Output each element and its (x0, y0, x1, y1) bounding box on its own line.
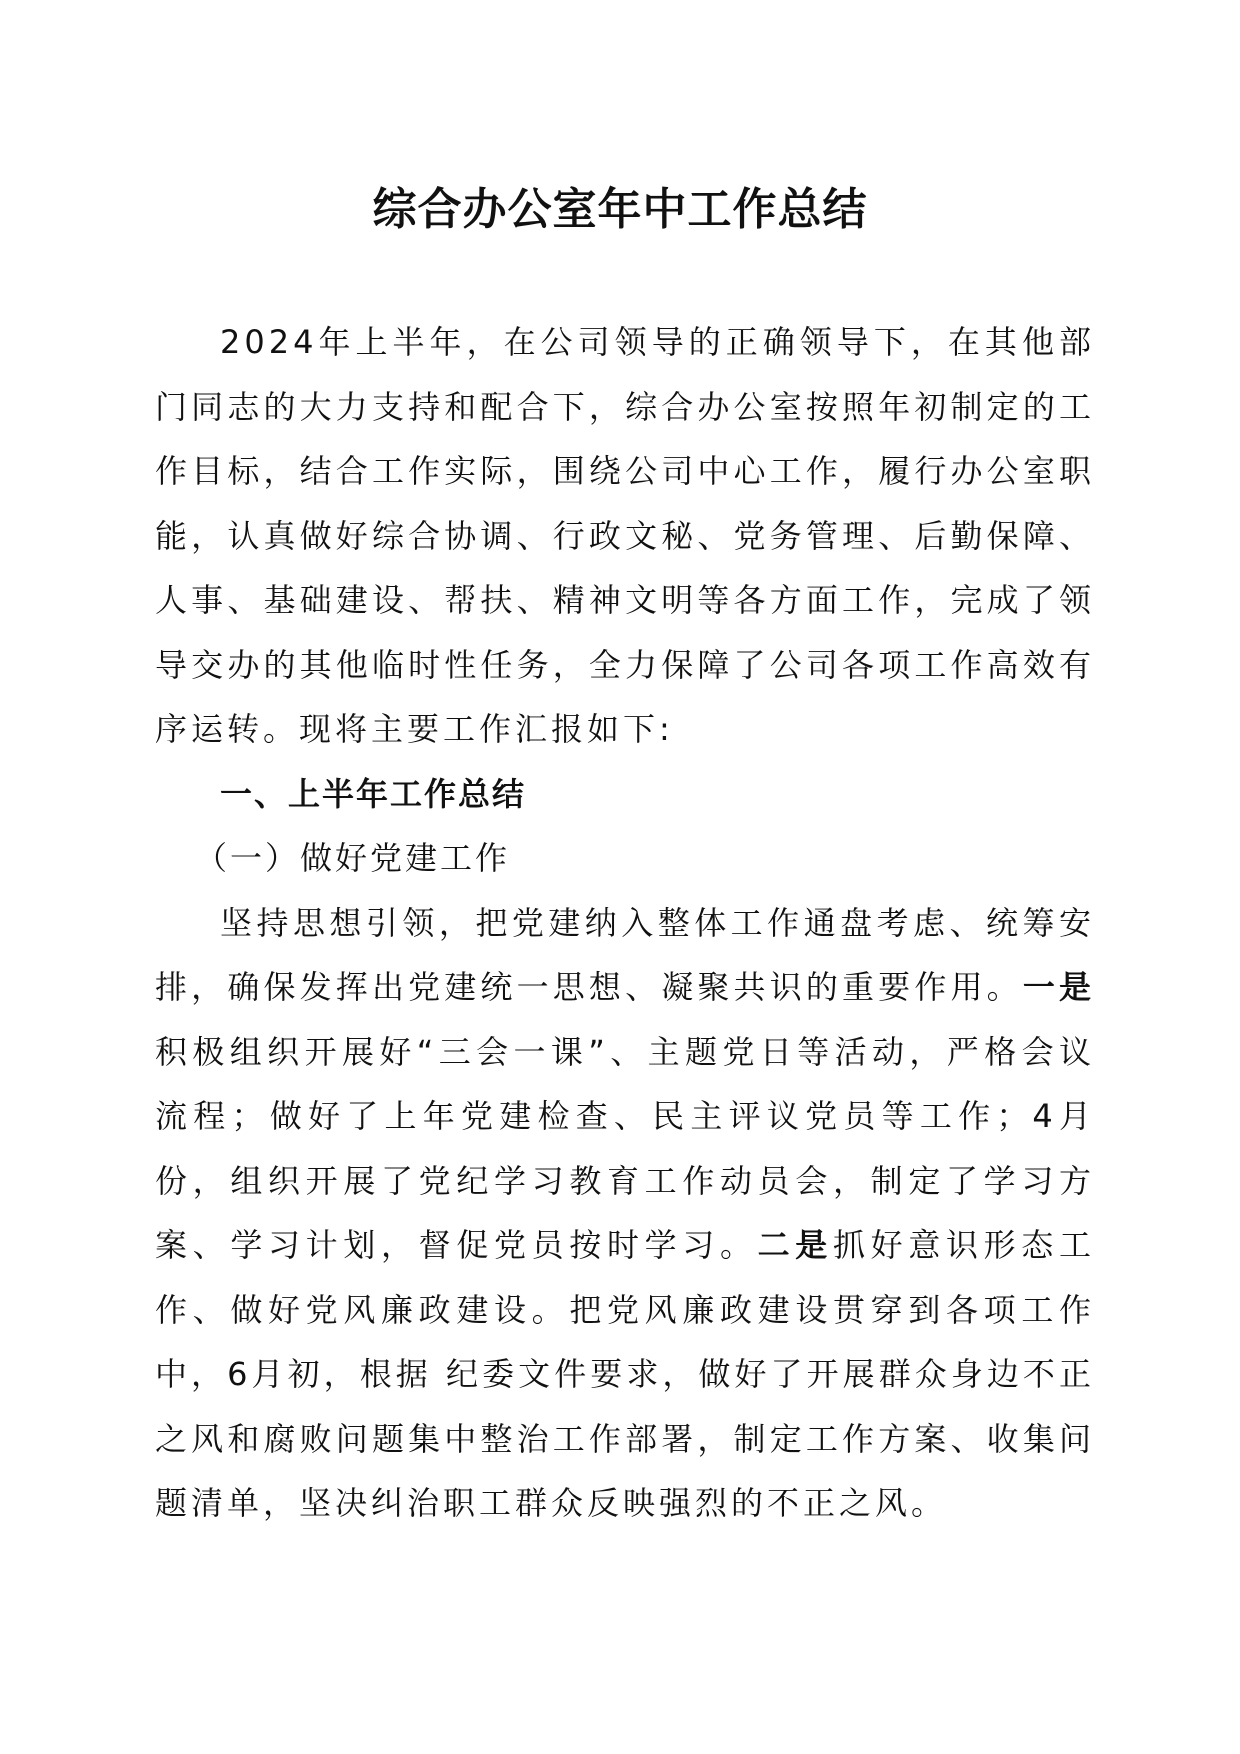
document-body (155, 310, 1095, 1536)
lead-marker-first: 一是 (1022, 968, 1095, 1006)
subsection-heading: （一）做好党建工作 (195, 839, 511, 877)
section-heading: 一、上半年工作总结 (220, 774, 527, 813)
lead-marker-second: 二是 (757, 1226, 833, 1264)
paragraph-text: 坚持思想引领，把党建纳入整体工作通盘考虑、统筹安排，确保发挥出党建统一思想、凝聚共识的重要作用。 (155, 903, 1095, 1006)
paragraph-text: 抓好意识形态工作、做好党风廉政建设。把党风廉政建设贯穿到各项工作中，6月初，根据 纪委文件要求，做好了开展群众身边不正之风和腐败问题集中整治工作部署，制定工作方案、收集问题清单，坚决纠治职工群众反映强烈的不正之风。 (155, 1226, 1095, 1522)
document-title: 综合办公室年中工作总结 (372, 184, 868, 235)
intro-paragraph: 2024年上半年，在公司领导的正确领导下，在其他部门同志的大力支持和配合下，综合办公室按照年初制定的工作目标，结合工作实际，围绕公司中心工作，履行办公室职能，认真做好综合协调、行政文秘、党务管理、后勤保障、人事、基础建设、帮扶、精神文明等各方面工作，完成了领导交办的其他临时性任务，全力保障了公司各项工作高效有序运转。现将主要工作汇报如下: (155, 323, 1095, 748)
party-building-paragraph (155, 891, 1095, 1536)
paragraph-text: 积极组织开展好“三会一课”、主题党日等活动，严格会议流程；做好了上年党建检查、民主评议党员等工作；4月份，组织开展了党纪学习教育工作动员会，制定了学习方案、学习计划，督促党员按时学习。 (155, 1032, 1095, 1264)
